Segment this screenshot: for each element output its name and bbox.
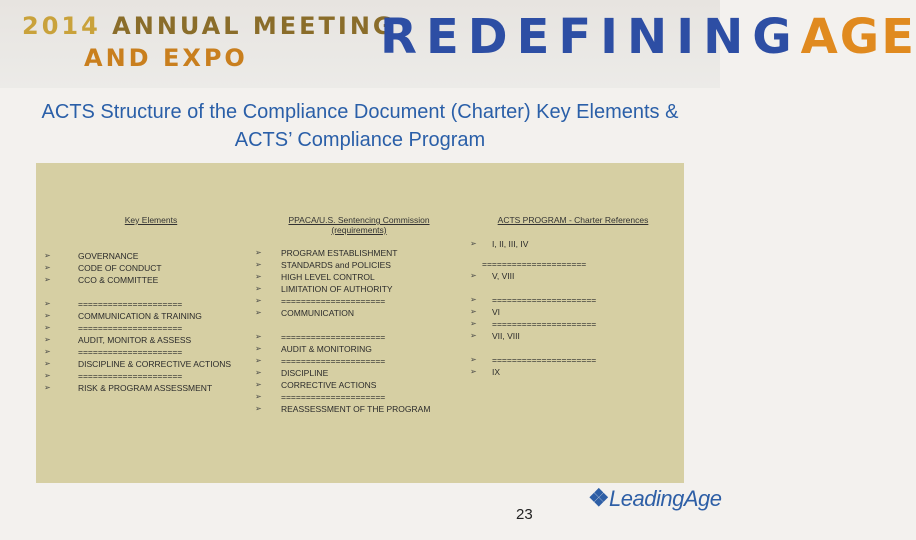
- arrow-bullet-icon: ➢: [255, 332, 262, 341]
- list-item-text: VII, VIII: [492, 331, 520, 341]
- arrow-bullet-icon: ➢: [470, 239, 477, 248]
- arrow-bullet-icon: ➢: [255, 272, 262, 281]
- list-item: [44, 262, 244, 274]
- key-elements-header: Key Elements: [124, 215, 178, 225]
- arrow-bullet-icon: ➢: [470, 271, 477, 280]
- arrow-bullet-icon: ➢: [255, 284, 262, 293]
- arrow-bullet-icon: ➢: [44, 251, 51, 260]
- list-item-text: CORRECTIVE ACTIONS: [281, 380, 377, 390]
- list-item-text: DISCIPLINE & CORRECTIVE ACTIONS: [78, 359, 232, 369]
- ppaca-column: [255, 247, 455, 415]
- arrow-bullet-icon: ➢: [44, 311, 51, 320]
- slide-title: ACTS Structure of the Compliance Document (Charter) Key Elements & ACTS’ Compliance Program: [41, 101, 679, 151]
- arrow-bullet-icon: ➢: [44, 335, 51, 344]
- leadingage-logo: [588, 484, 721, 513]
- list-item: [255, 295, 455, 307]
- arrow-bullet-icon: ➢: [255, 248, 262, 257]
- list-item: [470, 330, 670, 342]
- acts-group2: [470, 294, 670, 342]
- logo-text: LeadingAge: [609, 486, 722, 511]
- list-item-text: HIGH LEVEL CONTROL: [281, 272, 375, 282]
- list-item: [255, 271, 455, 283]
- arrow-bullet-icon: ➢: [255, 368, 262, 377]
- arrow-bullet-icon: ➢: [470, 367, 477, 376]
- list-item-text: =====================: [78, 347, 183, 357]
- arrow-bullet-icon: ➢: [255, 308, 262, 317]
- list-item-text: COMMUNICATION: [281, 308, 355, 318]
- list-item-text: =====================: [281, 392, 386, 402]
- list-item-text: CCO & COMMITTEE: [78, 275, 159, 285]
- list-item-text: AUDIT, MONITOR & ASSESS: [78, 335, 192, 345]
- list-item: [255, 307, 455, 319]
- list-item: [44, 346, 244, 358]
- list-item-text: VI: [492, 307, 501, 317]
- arrow-bullet-icon: ➢: [44, 275, 51, 284]
- ppaca-group1: [255, 247, 455, 319]
- list-item-text: AUDIT & MONITORING: [281, 344, 372, 354]
- arrow-bullet-icon: ➢: [44, 299, 51, 308]
- acts-item1-list: [470, 238, 670, 250]
- arrow-bullet-icon: ➢: [255, 380, 262, 389]
- list-item-text: CODE OF CONDUCT: [78, 263, 162, 273]
- list-item-text: DISCIPLINE: [281, 368, 329, 378]
- arrow-bullet-icon: ➢: [470, 331, 477, 340]
- ppaca-header: PPACA/U.S. Sentencing Commission (requirements): [288, 215, 430, 235]
- list-item: [470, 306, 670, 318]
- acts-column: [470, 238, 670, 378]
- list-item: ➢ I, II, III, IV: [470, 239, 529, 249]
- list-item-text: RISK & PROGRAM ASSESSMENT: [78, 383, 213, 393]
- list-item: [255, 259, 455, 271]
- acts-item2-list: [470, 270, 670, 282]
- key-elements-column: [44, 250, 244, 394]
- list-item-text: =====================: [492, 295, 597, 305]
- tagline-accent: AGE: [800, 9, 916, 65]
- list-item: [44, 382, 244, 394]
- list-item: [470, 294, 670, 306]
- arrow-bullet-icon: ➢: [255, 404, 262, 413]
- arrow-bullet-icon: ➢: [44, 323, 51, 332]
- tagline-main: REDEFINING: [380, 9, 801, 65]
- arrow-bullet-icon: ➢: [255, 344, 262, 353]
- meeting-year: 2014: [22, 12, 101, 40]
- list-item: [44, 322, 244, 334]
- page-number: 23: [516, 506, 533, 523]
- list-item-text: PROGRAM ESTABLISHMENT: [281, 248, 398, 258]
- list-item: [255, 367, 455, 379]
- arrow-bullet-icon: ➢: [255, 392, 262, 401]
- arrow-bullet-icon: ➢: [255, 356, 262, 365]
- meeting-title-line2: AND EXPO: [84, 44, 248, 72]
- content-panel: [36, 163, 684, 483]
- list-item: [255, 343, 455, 355]
- list-item-text: =====================: [281, 332, 386, 342]
- arrow-bullet-icon: ➢: [470, 307, 477, 316]
- list-item: [44, 358, 244, 370]
- list-item-text: =====================: [492, 355, 597, 365]
- arrow-bullet-icon: ➢: [255, 296, 262, 305]
- list-item-text: COMMUNICATION & TRAINING: [78, 311, 202, 321]
- arrow-bullet-icon: ➢: [255, 260, 262, 269]
- list-item-text: =====================: [78, 299, 183, 309]
- arrow-bullet-icon: ➢: [470, 319, 477, 328]
- acts-separator: =====================: [482, 259, 587, 269]
- list-item: [44, 250, 244, 262]
- list-item: [255, 331, 455, 343]
- ppaca-group2: [255, 331, 455, 415]
- list-item: [255, 391, 455, 403]
- list-item: [470, 318, 670, 330]
- list-item-text: =====================: [78, 323, 183, 333]
- arrow-bullet-icon: ➢: [44, 263, 51, 272]
- list-item-text: REASSESSMENT OF THE PROGRAM: [281, 404, 431, 414]
- list-item: [470, 354, 670, 366]
- conference-banner: [0, 0, 916, 88]
- tagline: [380, 8, 916, 66]
- meeting-title-line1: [22, 12, 396, 40]
- list-item: [255, 283, 455, 295]
- acts-group3: [470, 354, 670, 378]
- list-item-text: STANDARDS and POLICIES: [281, 260, 391, 270]
- list-item: [44, 334, 244, 346]
- acts-program-header: ACTS PROGRAM - Charter References: [497, 215, 649, 225]
- list-item: [470, 366, 670, 378]
- list-item-text: =====================: [492, 319, 597, 329]
- logo-mark-icon: ❖: [588, 485, 610, 512]
- list-item: [44, 298, 244, 310]
- list-item: [255, 379, 455, 391]
- list-item-text: =====================: [281, 296, 386, 306]
- list-item-text: =====================: [78, 371, 183, 381]
- list-item-text: IX: [492, 367, 501, 377]
- list-item: [255, 403, 455, 415]
- list-item-text: GOVERNANCE: [78, 251, 139, 261]
- arrow-bullet-icon: ➢: [470, 295, 477, 304]
- arrow-bullet-icon: ➢: [44, 359, 51, 368]
- arrow-bullet-icon: ➢: [44, 347, 51, 356]
- meeting-name: ANNUAL MEETING: [112, 12, 396, 40]
- key-elements-group1: [44, 250, 244, 286]
- list-item: [44, 274, 244, 286]
- list-item: [255, 355, 455, 367]
- list-item-text: LIMITATION OF AUTHORITY: [281, 284, 393, 294]
- list-item: [255, 247, 455, 259]
- list-item: ➢ V, VIII: [470, 271, 515, 281]
- key-elements-group2: [44, 298, 244, 394]
- arrow-bullet-icon: ➢: [44, 383, 51, 392]
- list-item-text: =====================: [281, 356, 386, 366]
- arrow-bullet-icon: ➢: [44, 371, 51, 380]
- list-item: [44, 370, 244, 382]
- arrow-bullet-icon: ➢: [470, 355, 477, 364]
- list-item: [44, 310, 244, 322]
